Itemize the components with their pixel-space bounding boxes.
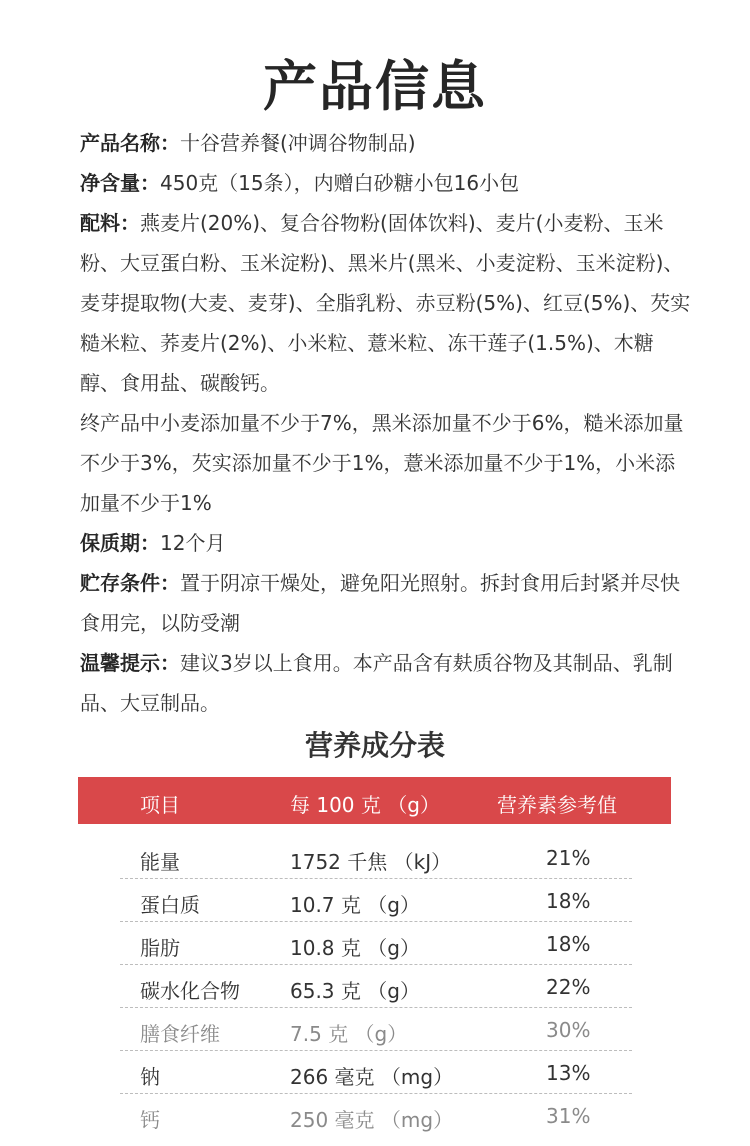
row-amount: 10.7 克 （g）	[290, 893, 420, 917]
shelf-life-value: 12个月	[160, 531, 226, 555]
net-content-line	[80, 163, 692, 203]
ingredients-value: 燕麦片(20%)、复合谷物粉(固体饮料)、麦片(小麦粉、玉米粉、大豆蛋白粉、玉米淀粉)、黑米片(黑米、小麦淀粉、玉米淀粉)、麦芽提取物(大麦、麦芽)、全脂乳粉、赤豆粉(5%)、红豆(5%)、芡实糙米粒、荞麦片(2%)、小米粒、薏米粒、冻干莲子(1.5%)、木糖醇、食用盐、碳酸钙。	[80, 211, 691, 395]
row-nrv: 21%	[546, 846, 591, 870]
addition-note: 终产品中小麦添加量不少于7%，黑米添加量不少于6%，糙米添加量不少于3%，芡实添加量不少于1%，薏米添加量不少于1%，小米添加量不少于1%	[80, 411, 684, 515]
row-amount: 250 毫克 （mg）	[290, 1108, 454, 1132]
header-per-100g: 每 100 克 （g）	[290, 793, 440, 817]
tip-label: 温馨提示：	[80, 651, 180, 675]
row-nrv: 13%	[546, 1061, 591, 1085]
row-item: 钙	[140, 1108, 160, 1132]
row-nrv: 31%	[546, 1104, 591, 1128]
nutrition-table-header	[78, 777, 671, 824]
row-item: 蛋白质	[140, 893, 200, 917]
tip-line	[80, 643, 692, 723]
row-item: 脂肪	[140, 936, 180, 960]
table-row	[120, 922, 632, 965]
row-amount: 1752 千焦 （kJ）	[290, 850, 452, 874]
product-name-label: 产品名称：	[80, 131, 180, 155]
product-name-line	[80, 123, 692, 163]
net-content-label: 净含量：	[80, 171, 160, 195]
shelf-life-label: 保质期：	[80, 531, 160, 555]
row-item: 钠	[140, 1065, 160, 1089]
row-item: 碳水化合物	[140, 979, 240, 1003]
row-item: 膳食纤维	[140, 1022, 220, 1046]
storage-value: 置于阴凉干燥处，避免阳光照射。拆封食用后封紧并尽快食用完，以防受潮	[80, 571, 680, 635]
row-amount: 7.5 克 （g）	[290, 1022, 408, 1046]
table-row	[120, 965, 632, 1008]
row-amount: 65.3 克 （g）	[290, 979, 420, 1003]
row-item: 能量	[140, 850, 180, 874]
product-name-value: 十谷营养餐(冲调谷物制品)	[180, 131, 416, 155]
row-nrv: 18%	[546, 932, 591, 956]
net-content-value: 450克（15条），内赠白砂糖小包16小包	[160, 171, 520, 195]
product-info	[80, 123, 692, 723]
ingredients-label: 配料：	[80, 211, 140, 235]
table-row	[120, 1008, 632, 1051]
shelf-life-line	[80, 523, 692, 563]
nutrition-table-body	[120, 836, 632, 1136]
row-nrv: 18%	[546, 889, 591, 913]
row-nrv: 30%	[546, 1018, 591, 1042]
storage-line	[80, 563, 692, 643]
table-row	[120, 879, 632, 922]
header-item: 项目	[140, 793, 180, 817]
table-row	[120, 1051, 632, 1094]
storage-label: 贮存条件：	[80, 571, 180, 595]
table-row	[120, 836, 632, 879]
page-title: 产品信息	[263, 55, 487, 118]
row-nrv: 22%	[546, 975, 591, 999]
ingredients-line	[80, 203, 692, 403]
row-amount: 10.8 克 （g）	[290, 936, 420, 960]
row-amount: 266 毫克 （mg）	[290, 1065, 454, 1089]
tip-value: 建议3岁以上食用。本产品含有麸质谷物及其制品、乳制品、大豆制品。	[80, 651, 673, 715]
nutrition-title: 营养成分表	[304, 729, 445, 762]
header-nrv: 营养素参考值	[497, 793, 617, 817]
table-row	[120, 1094, 632, 1136]
